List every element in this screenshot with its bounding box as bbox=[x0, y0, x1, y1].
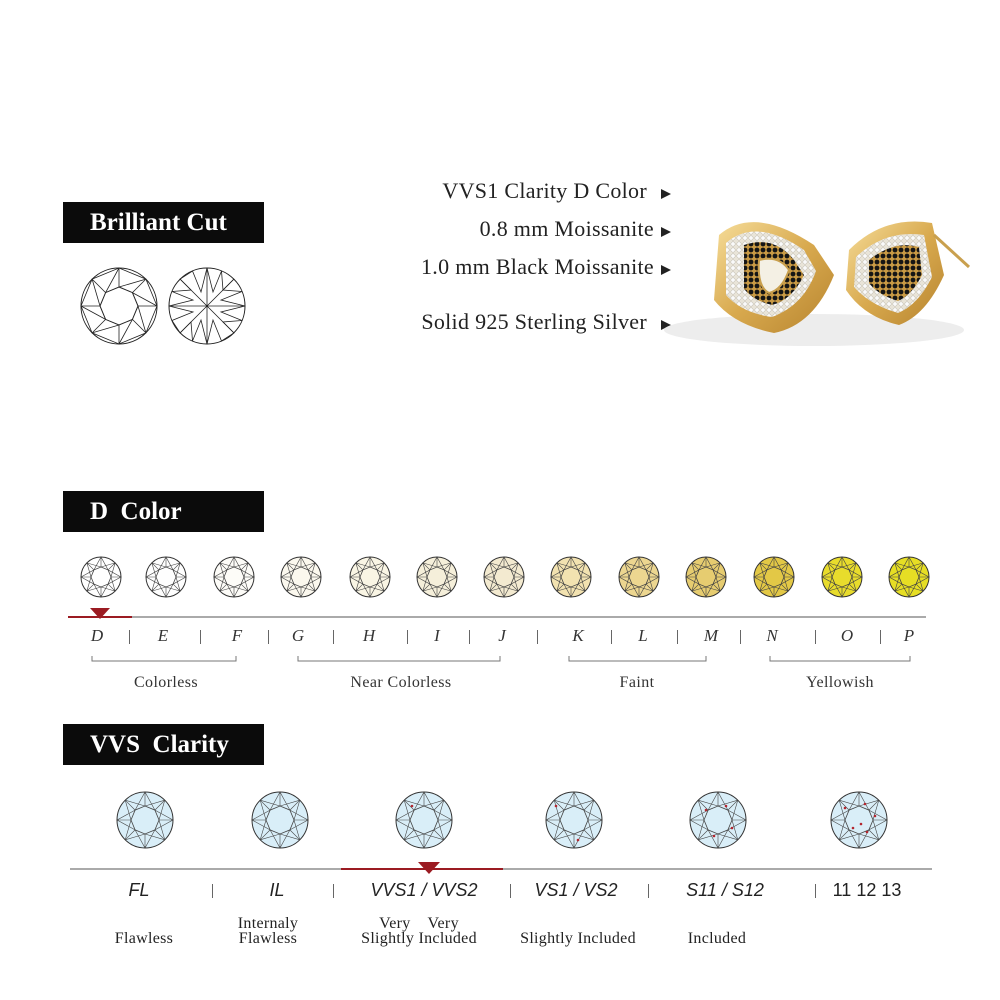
color-separator bbox=[611, 630, 612, 644]
clarity-desc-flawless: Flawless bbox=[114, 930, 174, 947]
clarity-scale bbox=[0, 780, 1000, 880]
clarity-grade-il: IL bbox=[269, 880, 285, 900]
color-stone-o bbox=[822, 557, 862, 597]
color-stone-f bbox=[214, 557, 254, 597]
color-grade-f: F bbox=[231, 626, 243, 645]
color-grade-d: D bbox=[90, 626, 104, 645]
spec-clarity-color: VVS1 Clarity D Color bbox=[442, 178, 647, 203]
clarity-grade-vvs: VVS1 / VVS2 bbox=[370, 880, 478, 900]
clarity-stone-6 bbox=[831, 792, 887, 848]
color-grade-g: G bbox=[291, 626, 305, 645]
spec-moissanite-size: 0.8 mm Moissanite bbox=[479, 216, 654, 241]
clarity-desc-very-slightly-included: Very Very Slightly Included bbox=[361, 915, 477, 947]
color-separator bbox=[880, 630, 881, 644]
color-grade-n: N bbox=[766, 626, 778, 645]
color-separator bbox=[815, 630, 816, 644]
brilliant-cut-top-view-icon bbox=[81, 268, 157, 344]
clarity-stone-4 bbox=[546, 792, 602, 848]
clarity-stone-3 bbox=[396, 792, 452, 848]
clarity-desc-internally-flawless: Internaly Flawless bbox=[237, 915, 299, 947]
color-stone-l bbox=[619, 557, 659, 597]
color-grade-e: E bbox=[157, 626, 169, 645]
color-group-colorless: Colorless bbox=[133, 674, 199, 691]
color-grade-m: M bbox=[703, 626, 719, 645]
spec-black-moissanite-size: 1.0 mm Black Moissanite bbox=[421, 254, 654, 279]
color-separator bbox=[469, 630, 470, 644]
clarity-stone-2 bbox=[252, 792, 308, 848]
color-separator bbox=[677, 630, 678, 644]
clarity-grade-fl: FL bbox=[128, 880, 150, 900]
brilliant-cut-pavilion-view-icon bbox=[169, 268, 245, 344]
color-stone-e bbox=[146, 557, 186, 597]
arrow-right-icon bbox=[661, 189, 671, 199]
color-stone-n bbox=[754, 557, 794, 597]
color-grade-j: J bbox=[498, 626, 506, 645]
color-grade-o: O bbox=[840, 626, 854, 645]
color-separator bbox=[268, 630, 269, 644]
color-stone-g bbox=[281, 557, 321, 597]
color-group-faint: Faint bbox=[619, 674, 655, 691]
clarity-desc-included: Included bbox=[687, 930, 747, 947]
color-grade-i: I bbox=[434, 626, 440, 645]
color-grade-k: K bbox=[572, 626, 584, 645]
color-stone-p bbox=[889, 557, 929, 597]
color-separator bbox=[129, 630, 130, 644]
clarity-grade-si: S11 / S12 bbox=[686, 880, 764, 900]
color-separator bbox=[333, 630, 334, 644]
color-group-yellowish: Yellowish bbox=[806, 674, 874, 691]
color-separator bbox=[407, 630, 408, 644]
color-stone-m bbox=[686, 557, 726, 597]
clarity-grade-i: 11 12 13 bbox=[832, 880, 902, 900]
color-stone-d bbox=[81, 557, 121, 597]
spec-metal: Solid 925 Sterling Silver bbox=[421, 309, 647, 334]
clarity-separator bbox=[648, 884, 649, 898]
color-grade-l: L bbox=[638, 626, 648, 645]
brilliant-cut-header: Brilliant Cut bbox=[63, 202, 264, 243]
color-separator bbox=[537, 630, 538, 644]
color-stone-k bbox=[551, 557, 591, 597]
color-separator bbox=[200, 630, 201, 644]
clarity-stone-5 bbox=[690, 792, 746, 848]
color-separator bbox=[740, 630, 741, 644]
color-grade-h: H bbox=[362, 626, 376, 645]
clarity-stone-1 bbox=[117, 792, 173, 848]
clarity-separator bbox=[333, 884, 334, 898]
brilliant-cut-diagrams bbox=[78, 266, 248, 346]
color-group-brackets bbox=[92, 656, 910, 661]
earrings-photo bbox=[664, 205, 984, 355]
clarity-separator bbox=[510, 884, 511, 898]
color-grade-p: P bbox=[903, 626, 915, 645]
clarity-grade-vs: VS1 / VS2 bbox=[534, 880, 618, 900]
d-color-header: D Color bbox=[63, 491, 264, 532]
clarity-separator bbox=[212, 884, 213, 898]
clarity-desc-slightly-included: Slightly Included bbox=[520, 930, 636, 947]
color-stone-h bbox=[350, 557, 390, 597]
color-group-near-colorless: Near Colorless bbox=[350, 674, 452, 691]
vvs-clarity-header: VVS Clarity bbox=[63, 724, 264, 765]
color-stone-i bbox=[417, 557, 457, 597]
clarity-separator bbox=[815, 884, 816, 898]
color-stone-j bbox=[484, 557, 524, 597]
